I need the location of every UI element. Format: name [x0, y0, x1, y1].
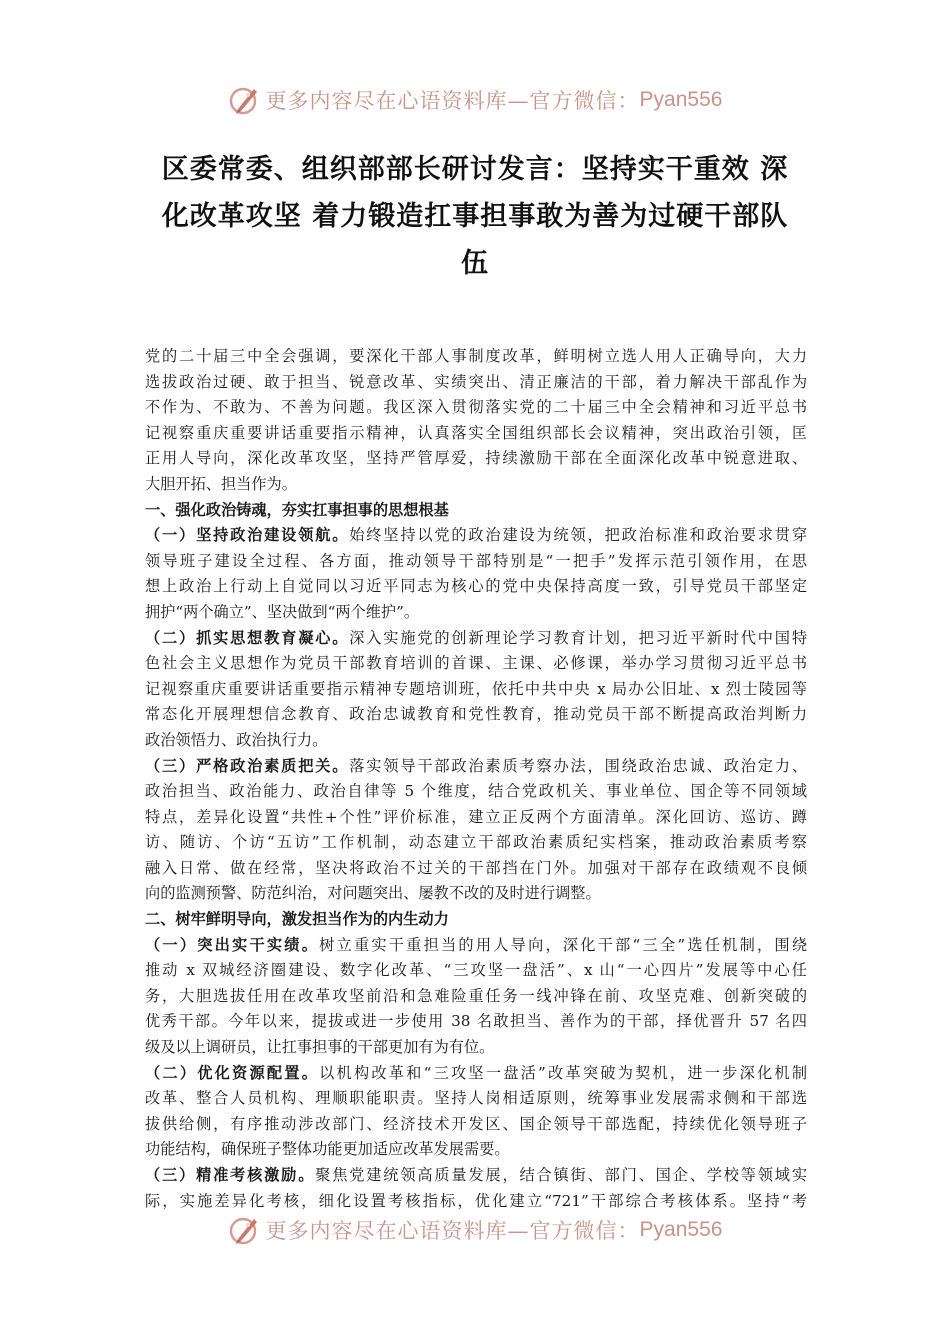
subsection-label: （三）精准考核激励。 [145, 1166, 316, 1184]
subsection-1-1 [145, 523, 807, 625]
text-line: 记视察重庆重要讲话重要指示精神，认真落实全国组织部长会议精神，突出政治引领，匡 [145, 423, 807, 442]
text-line: 记视察重庆重要讲话重要指示精神专题培训班，依托中共中央 x 局办公旧址、x 烈士陵园等 [145, 679, 807, 698]
document-title [140, 146, 810, 287]
text-line: 改革、整合人员机构、理顺职能职责。坚持人岗相适原则，统筹事业发展需求侧和干部选 [145, 1089, 807, 1108]
text-line: 落实领导干部政治素质考察办法，围绕政治忠诚、政治定力、 [349, 756, 808, 775]
text-line: 优秀干部。今年以来，提拔或进一步使用 38 名敢担当、善作为的干部，择优晋升 57 名四 [145, 1012, 807, 1031]
watermark-banner-top [0, 80, 950, 120]
text-line: 功能结构，确保班子整体功能更加适应改革发展需要。 [145, 1140, 510, 1159]
subsection-2-1 [145, 933, 807, 1061]
subsection-label: （二）优化资源配置。 [145, 1063, 320, 1082]
title-line: 化改革攻坚 着力锻造扛事担事敢为善为过硬干部队 [161, 201, 789, 232]
watermark-text: 更多内容尽在心语资料库—官方微信： [265, 89, 640, 113]
text-line: 聚焦党建统领高质量发展，结合镇街、部门、国企、学校等领域实 [315, 1166, 808, 1184]
text-line: 领导班子建设全过程、各方面，推动领导干部特别是“一把手”发挥示范引领作用，在思 [145, 551, 807, 570]
text-line: 推动 x 双城经济圈建设、数字化改革、“三攻坚一盘活”、x 山“一心四片”发展等中心任 [145, 961, 807, 980]
watermark-banner-bottom [0, 1210, 950, 1250]
text-line: 树立重实干重担当的用人导向，深化干部“三全”选任机制，围绕 [319, 935, 808, 954]
text-line: 选拔政治过硬、敢于担当、锐意改革、实绩突出、清正廉洁的干部，着力解决干部乱作为 [145, 372, 807, 391]
text-line: 向的监测预警、防范纠治，对问题突出、屡教不改的及时进行调整。 [145, 884, 601, 903]
text-line: 务，大胆选拔任用在改革攻坚前沿和急难险重任务一线冲锋在前、攻坚克难、创新突破的 [145, 986, 807, 1005]
section-heading-2: 二、树牢鲜明导向，激发担当作为的内生动力 [145, 910, 449, 929]
pen-logo-icon [228, 1213, 262, 1247]
subsection-2-3 [145, 1163, 807, 1214]
text-line: 想上政治上行动上自觉同以习近平同志为核心的党中央保持高度一致，引导党员干部坚定 [145, 577, 807, 596]
text-line: 政治担当、政治能力、政治自律等 5 个维度，结合党政机关、事业单位、国企等不同领域 [145, 782, 807, 801]
watermark-text: 更多内容尽在心语资料库—官方微信： [265, 1219, 640, 1243]
pen-logo-icon [228, 83, 262, 117]
text-line: 色社会主义思想作为党员干部教育培训的首课、主课、必修课，举办学习贯彻习近平总书 [145, 654, 807, 673]
title-line: 区委常委、组织部部长研讨发言：坚持实干重效 深 [161, 154, 789, 185]
subsection-label: （一）突出实干实绩。 [145, 935, 320, 954]
text-line: 际，实施差异化考核，细化设置考核指标，优化建立“721”干部综合考核体系。坚持“考 [145, 1191, 807, 1210]
document-body [145, 344, 807, 1214]
subsection-1-3 [145, 754, 807, 908]
text-line: 始终坚持以党的政治建设为统领，把政治标准和政治要求贯穿 [349, 526, 808, 545]
subsection-label: （二）抓实思想教育凝心。 [145, 628, 350, 647]
title-line: 伍 [461, 248, 489, 279]
subsection-1-2 [145, 626, 807, 754]
text-line: 党的二十届三中全会强调，要深化干部人事制度改革，鲜明树立选人用人正确导向，大力 [145, 347, 807, 365]
subsection-label: （三）严格政治素质把关。 [145, 756, 350, 775]
section-heading-1: 一、强化政治铸魂，夯实扛事担事的思想根基 [145, 500, 449, 519]
text-line: 特点，差异化设置“共性+个性”评价标准，建立正反两个方面清单。深化回访、巡访、蹲 [145, 807, 807, 826]
text-line: 大胆开拓、担当作为。 [145, 474, 297, 493]
text-line: 深入实施党的创新理论学习教育计划，把习近平新时代中国特 [349, 628, 808, 647]
text-line: 访、随访、个访“五访”工作机制，动态建立干部政治素质纪实档案，推动政治素质考察 [145, 833, 807, 852]
watermark-handle: Pyan556 [639, 88, 723, 111]
text-line: 拥护“两个确立”、坚决做到“两个维护”。 [145, 602, 420, 621]
text-line: 常态化开展理想信念教育、政治忠诚教育和党性教育，推动党员干部不断提高政治判断力 [145, 705, 807, 724]
subsection-label: （一）坚持政治建设领航。 [145, 526, 350, 545]
text-line: 级及以上调研员，让扛事担事的干部更加有为有位。 [145, 1038, 495, 1057]
text-line: 以机构改革和“三攻坚一盘活”改革突破为契机，进一步深化机制 [319, 1063, 808, 1082]
text-line: 正用人导向，深化改革攻坚，坚持严管厚爱，持续激励干部在全面深化改革中锐意进取、 [145, 449, 807, 468]
text-line: 拔供给侧，有序推动涉改部门、经济技术开发区、国企领导干部选配，持续优化领导班子 [145, 1114, 807, 1133]
intro-paragraph [145, 344, 807, 498]
text-line: 政治领悟力、政治执行力。 [145, 730, 328, 749]
text-line: 不作为、不敢为、不善为问题。我区深入贯彻落实党的二十届三中全会精神和习近平总书 [145, 398, 807, 417]
text-line: 融入日常、做在经常，坚决将政治不过关的干部挡在门外。加强对干部存在政绩观不良倾 [145, 858, 807, 877]
subsection-2-2 [145, 1061, 807, 1163]
watermark-handle: Pyan556 [639, 1218, 723, 1241]
